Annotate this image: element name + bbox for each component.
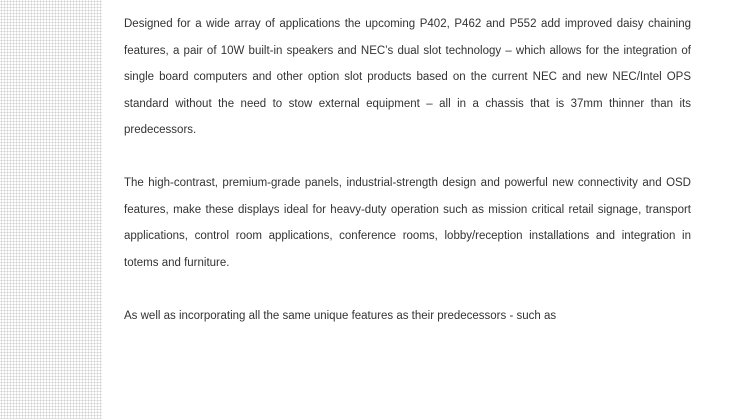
article-paragraph-3: As well as incorporating all the same unique features as their predecessors - such as bbox=[124, 309, 557, 322]
dotted-sidebar-pattern bbox=[0, 0, 102, 419]
article-paragraph-2: The high-contrast, premium-grade panels, industrial-strength design and powerful new connectivity and OSD features, make these displays ideal for heavy-duty operation such as mission critical retail signage, transport applications, control room applications, conference rooms, lobby/reception installations and integration in totems and furniture. bbox=[124, 177, 691, 269]
article-paragraph-1: Designed for a wide array of applications the upcoming P402, P462 and P552 add improved daisy chaining features, a pair of 10W built-in speakers and NEC’s dual slot technology – which allows for the integration of single board computers and other option slot products based on the current NEC and new NEC/Intel OPS standard without the need to stow external equipment – all in a chassis that is 37mm thinner than its predecessors. bbox=[124, 18, 691, 136]
article-body bbox=[124, 11, 691, 329]
